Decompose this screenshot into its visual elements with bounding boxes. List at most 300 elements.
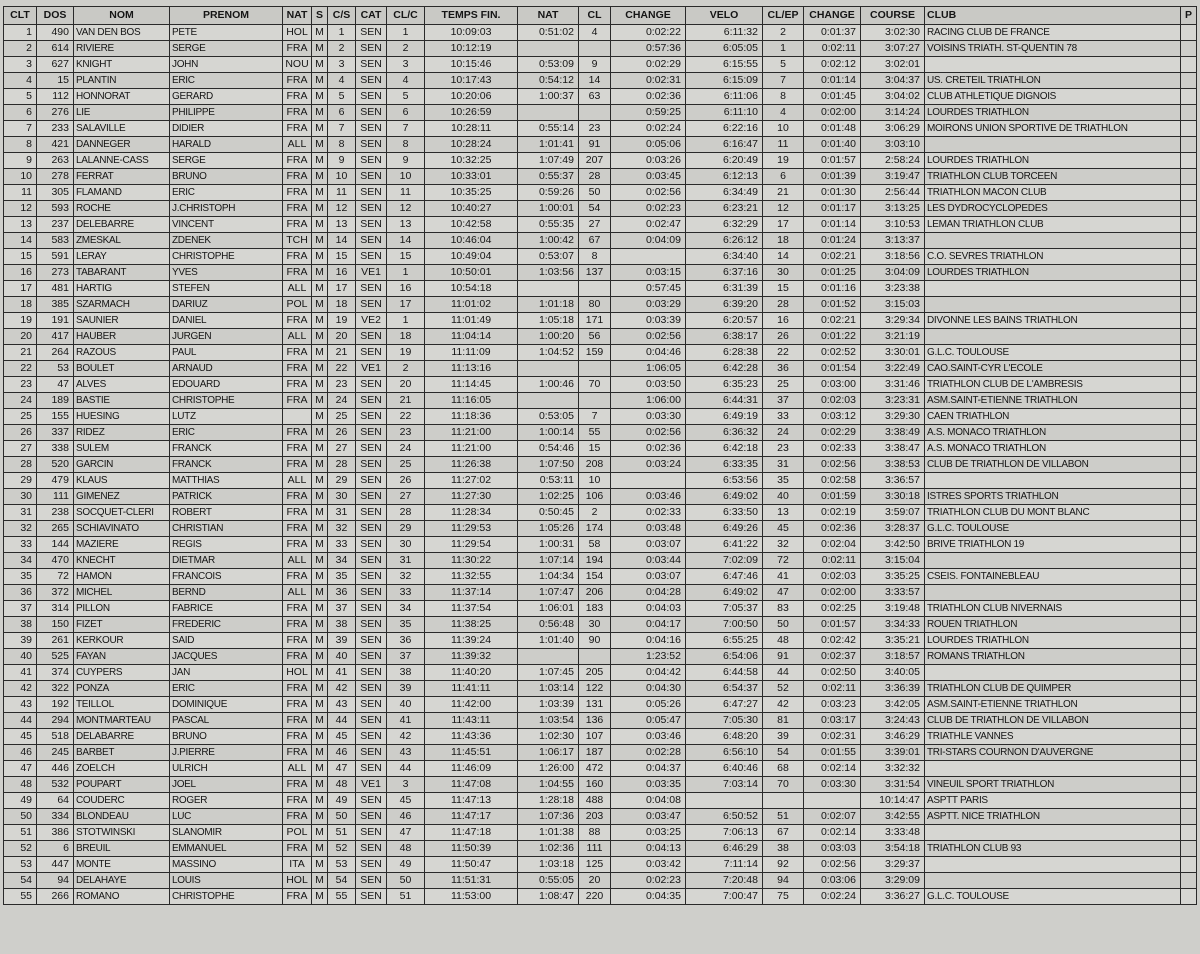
cell-dos: 53 (37, 361, 74, 377)
cell-clc: 35 (387, 617, 425, 633)
cell-cat: SEN (356, 377, 387, 393)
cell-change2: 0:01:54 (804, 361, 861, 377)
cell-change2: 0:01:59 (804, 489, 861, 505)
cell-nat: FRA (283, 745, 312, 761)
cell-cs: 48 (328, 777, 356, 793)
cell-nat-time: 1:00:42 (518, 233, 579, 249)
cell-nat-time: 1:00:46 (518, 377, 579, 393)
header-course: COURSE (861, 7, 925, 25)
cell-velo: 6:31:39 (686, 281, 763, 297)
cell-velo: 6:35:23 (686, 377, 763, 393)
cell-sexe: M (312, 409, 328, 425)
cell-cat: SEN (356, 41, 387, 57)
cell-velo: 6:55:25 (686, 633, 763, 649)
cell-clep: 6 (763, 169, 804, 185)
cell-dos: 386 (37, 825, 74, 841)
cell-clc: 24 (387, 441, 425, 457)
cell-prenom: ERIC (170, 425, 283, 441)
cell-clc: 2 (387, 361, 425, 377)
cell-dos: 490 (37, 25, 74, 41)
cell-change2: 0:01:30 (804, 185, 861, 201)
cell-cl: 20 (579, 873, 611, 889)
cell-club: ASM.SAINT-ETIENNE TRIATHLON (925, 697, 1181, 713)
cell-clc: 13 (387, 217, 425, 233)
cell-temps-fin: 11:29:53 (425, 521, 518, 537)
cell-clt: 7 (4, 121, 37, 137)
cell-nat: FRA (283, 377, 312, 393)
cell-cl: 122 (579, 681, 611, 697)
cell-cs: 27 (328, 441, 356, 457)
cell-nat-time: 1:28:18 (518, 793, 579, 809)
cell-velo: 6:38:17 (686, 329, 763, 345)
cell-clep: 13 (763, 505, 804, 521)
cell-clep: 41 (763, 569, 804, 585)
cell-change2: 0:02:36 (804, 521, 861, 537)
cell-clt: 43 (4, 697, 37, 713)
cell-course: 3:46:29 (861, 729, 925, 745)
cell-nat: ALL (283, 137, 312, 153)
table-row (4, 633, 1197, 649)
cell-velo: 6:33:50 (686, 505, 763, 521)
cell-clep: 68 (763, 761, 804, 777)
cell-change1: 0:04:46 (611, 345, 686, 361)
cell-nom: HUESING (74, 409, 170, 425)
cell-sexe: M (312, 777, 328, 793)
cell-temps-fin: 11:53:00 (425, 889, 518, 905)
cell-clc: 14 (387, 233, 425, 249)
cell-cs: 33 (328, 537, 356, 553)
cell-clc: 48 (387, 841, 425, 857)
cell-club (925, 297, 1181, 313)
cell-prenom: LUC (170, 809, 283, 825)
cell-cs: 31 (328, 505, 356, 521)
table-row (4, 729, 1197, 745)
cell-cl: 23 (579, 121, 611, 137)
cell-dos: 278 (37, 169, 74, 185)
cell-sexe: M (312, 41, 328, 57)
cell-clc: 36 (387, 633, 425, 649)
cell-club: VINEUIL SPORT TRIATHLON (925, 777, 1181, 793)
cell-cat: SEN (356, 89, 387, 105)
cell-cl: 106 (579, 489, 611, 505)
cell-nat-time: 1:08:47 (518, 889, 579, 905)
table-row (4, 745, 1197, 761)
cell-club: A.S. MONACO TRIATHLON (925, 441, 1181, 457)
cell-clep: 2 (763, 25, 804, 41)
cell-clc: 43 (387, 745, 425, 761)
cell-nom: POUPART (74, 777, 170, 793)
cell-nat-time: 1:01:38 (518, 825, 579, 841)
cell-change2: 0:01:57 (804, 153, 861, 169)
cell-nom: DANNEGER (74, 137, 170, 153)
cell-change1: 0:57:36 (611, 41, 686, 57)
table-row (4, 617, 1197, 633)
table-row (4, 105, 1197, 121)
cell-p (1181, 457, 1197, 473)
cell-nat (283, 409, 312, 425)
cell-clt: 34 (4, 553, 37, 569)
cell-change2: 0:02:50 (804, 665, 861, 681)
cell-velo: 6:44:31 (686, 393, 763, 409)
cell-prenom: ULRICH (170, 761, 283, 777)
cell-clep: 91 (763, 649, 804, 665)
cell-clc: 44 (387, 761, 425, 777)
cell-prenom: JACQUES (170, 649, 283, 665)
cell-clep: 36 (763, 361, 804, 377)
cell-cs: 43 (328, 697, 356, 713)
cell-temps-fin: 11:27:02 (425, 473, 518, 489)
table-row (4, 713, 1197, 729)
cell-clt: 13 (4, 217, 37, 233)
table-row (4, 329, 1197, 345)
cell-nat: FRA (283, 425, 312, 441)
cell-prenom: DARIUZ (170, 297, 283, 313)
cell-course: 3:21:19 (861, 329, 925, 345)
cell-velo: 6:28:38 (686, 345, 763, 361)
cell-cat: SEN (356, 649, 387, 665)
cell-prenom: DIETMAR (170, 553, 283, 569)
table-row (4, 489, 1197, 505)
cell-velo: 6:47:46 (686, 569, 763, 585)
cell-dos: 191 (37, 313, 74, 329)
cell-clc: 47 (387, 825, 425, 841)
cell-dos: 150 (37, 617, 74, 633)
cell-temps-fin: 11:38:25 (425, 617, 518, 633)
cell-nom: KNIGHT (74, 57, 170, 73)
cell-cs: 1 (328, 25, 356, 41)
cell-change1: 0:02:36 (611, 89, 686, 105)
cell-prenom: MATTHIAS (170, 473, 283, 489)
cell-club: TRIATHLE VANNES (925, 729, 1181, 745)
cell-cl: 203 (579, 809, 611, 825)
table-header (4, 7, 1197, 25)
cell-clt: 30 (4, 489, 37, 505)
cell-change2: 0:02:03 (804, 393, 861, 409)
cell-p (1181, 329, 1197, 345)
cell-club: CAEN TRIATHLON (925, 409, 1181, 425)
header-prenom: PRENOM (170, 7, 283, 25)
cell-p (1181, 697, 1197, 713)
cell-nom: RIDEZ (74, 425, 170, 441)
cell-p (1181, 745, 1197, 761)
cell-clc: 18 (387, 329, 425, 345)
cell-prenom: CHRISTOPHE (170, 393, 283, 409)
cell-change1: 0:02:31 (611, 73, 686, 89)
cell-nat: FRA (283, 537, 312, 553)
cell-cs: 24 (328, 393, 356, 409)
cell-prenom: ROGER (170, 793, 283, 809)
cell-velo: 6:05:05 (686, 41, 763, 57)
cell-temps-fin: 10:09:03 (425, 25, 518, 41)
cell-temps-fin: 11:21:00 (425, 441, 518, 457)
cell-nat-time: 1:04:52 (518, 345, 579, 361)
cell-velo: 6:56:10 (686, 745, 763, 761)
cell-prenom: DIDIER (170, 121, 283, 137)
cell-nat: FRA (283, 793, 312, 809)
table-row (4, 569, 1197, 585)
cell-temps-fin: 10:28:11 (425, 121, 518, 137)
cell-temps-fin: 11:43:36 (425, 729, 518, 745)
cell-cs: 19 (328, 313, 356, 329)
cell-temps-fin: 10:32:25 (425, 153, 518, 169)
cell-prenom: SAID (170, 633, 283, 649)
cell-cl: 205 (579, 665, 611, 681)
cell-velo: 6:34:40 (686, 249, 763, 265)
cell-change1: 0:02:22 (611, 25, 686, 41)
cell-cat: SEN (356, 137, 387, 153)
cell-nat-time (518, 41, 579, 57)
cell-sexe: M (312, 121, 328, 137)
cell-clep: 15 (763, 281, 804, 297)
cell-cat: VE1 (356, 777, 387, 793)
cell-prenom: JURGEN (170, 329, 283, 345)
cell-nat: FRA (283, 889, 312, 905)
cell-clep: 32 (763, 537, 804, 553)
cell-p (1181, 409, 1197, 425)
cell-velo: 6:42:28 (686, 361, 763, 377)
cell-temps-fin: 11:01:49 (425, 313, 518, 329)
cell-clc: 42 (387, 729, 425, 745)
cell-prenom: PASCAL (170, 713, 283, 729)
cell-course: 3:23:38 (861, 281, 925, 297)
cell-sexe: M (312, 553, 328, 569)
cell-cs: 15 (328, 249, 356, 265)
cell-temps-fin: 11:32:55 (425, 569, 518, 585)
cell-clep: 48 (763, 633, 804, 649)
cell-course: 2:58:24 (861, 153, 925, 169)
cell-sexe: M (312, 201, 328, 217)
cell-velo: 6:22:16 (686, 121, 763, 137)
cell-club: LOURDES TRIATHLON (925, 633, 1181, 649)
cell-change1: 0:03:07 (611, 569, 686, 585)
cell-change2: 0:01:55 (804, 745, 861, 761)
cell-nat-time: 0:50:45 (518, 505, 579, 521)
cell-prenom: LOUIS (170, 873, 283, 889)
cell-clep: 67 (763, 825, 804, 841)
cell-clt: 22 (4, 361, 37, 377)
cell-nom: BARBET (74, 745, 170, 761)
cell-course: 3:07:27 (861, 41, 925, 57)
cell-clc: 11 (387, 185, 425, 201)
cell-cl: 4 (579, 25, 611, 41)
cell-sexe: M (312, 585, 328, 601)
cell-prenom: J.CHRISTOPH (170, 201, 283, 217)
cell-dos: 112 (37, 89, 74, 105)
cell-p (1181, 713, 1197, 729)
cell-nat: FRA (283, 73, 312, 89)
cell-prenom: SERGE (170, 41, 283, 57)
cell-course: 3:02:01 (861, 57, 925, 73)
cell-clep: 38 (763, 841, 804, 857)
cell-clt: 53 (4, 857, 37, 873)
cell-sexe: M (312, 137, 328, 153)
cell-cat: SEN (356, 761, 387, 777)
cell-cs: 7 (328, 121, 356, 137)
cell-velo: 6:20:49 (686, 153, 763, 169)
cell-p (1181, 841, 1197, 857)
cell-cat: SEN (356, 521, 387, 537)
cell-course: 3:23:31 (861, 393, 925, 409)
cell-change2: 0:01:14 (804, 73, 861, 89)
cell-nat-time: 1:01:41 (518, 137, 579, 153)
cell-velo: 6:12:13 (686, 169, 763, 185)
cell-nat: FRA (283, 345, 312, 361)
cell-nat: FRA (283, 713, 312, 729)
cell-dos: 64 (37, 793, 74, 809)
cell-dos: 294 (37, 713, 74, 729)
cell-p (1181, 617, 1197, 633)
cell-cs: 32 (328, 521, 356, 537)
cell-temps-fin: 10:12:19 (425, 41, 518, 57)
header-sexe: S (312, 7, 328, 25)
cell-nom: BLONDEAU (74, 809, 170, 825)
cell-dos: 233 (37, 121, 74, 137)
cell-p (1181, 809, 1197, 825)
cell-cs: 45 (328, 729, 356, 745)
cell-change1: 0:03:26 (611, 153, 686, 169)
cell-nat: FRA (283, 569, 312, 585)
cell-temps-fin: 11:43:11 (425, 713, 518, 729)
cell-clc: 3 (387, 57, 425, 73)
cell-clt: 26 (4, 425, 37, 441)
cell-temps-fin: 11:50:39 (425, 841, 518, 857)
cell-club: TRIATHLON CLUB TORCEEN (925, 169, 1181, 185)
cell-nat: FRA (283, 201, 312, 217)
cell-change2: 0:02:56 (804, 457, 861, 473)
cell-dos: 314 (37, 601, 74, 617)
cell-cs: 23 (328, 377, 356, 393)
cell-nom: PLANTIN (74, 73, 170, 89)
cell-club: VOISINS TRIATH. ST-QUENTIN 78 (925, 41, 1181, 57)
cell-change1: 0:04:09 (611, 233, 686, 249)
cell-course: 3:03:10 (861, 137, 925, 153)
cell-clep: 4 (763, 105, 804, 121)
cell-club: LEMAN TRIATHLON CLUB (925, 217, 1181, 233)
table-row (4, 585, 1197, 601)
cell-sexe: M (312, 313, 328, 329)
cell-nat: FRA (283, 809, 312, 825)
cell-clt: 27 (4, 441, 37, 457)
cell-clc: 2 (387, 41, 425, 57)
cell-course: 3:34:33 (861, 617, 925, 633)
cell-cat: SEN (356, 393, 387, 409)
cell-nat-time: 1:03:14 (518, 681, 579, 697)
header-nom: NOM (74, 7, 170, 25)
cell-clep: 16 (763, 313, 804, 329)
cell-clep: 7 (763, 73, 804, 89)
cell-clc: 17 (387, 297, 425, 313)
cell-cat: SEN (356, 569, 387, 585)
cell-clt: 40 (4, 649, 37, 665)
cell-temps-fin: 11:40:20 (425, 665, 518, 681)
cell-dos: 237 (37, 217, 74, 233)
cell-dos: 263 (37, 153, 74, 169)
cell-club (925, 553, 1181, 569)
cell-cs: 18 (328, 297, 356, 313)
cell-change1: 0:04:42 (611, 665, 686, 681)
cell-sexe: M (312, 489, 328, 505)
cell-clep: 44 (763, 665, 804, 681)
cell-p (1181, 649, 1197, 665)
cell-course: 3:38:53 (861, 457, 925, 473)
cell-nom: HONNORAT (74, 89, 170, 105)
cell-cat: VE2 (356, 313, 387, 329)
header-change2: CHANGE (804, 7, 861, 25)
cell-dos: 591 (37, 249, 74, 265)
cell-nat-time: 1:26:00 (518, 761, 579, 777)
cell-change2: 0:01:22 (804, 329, 861, 345)
cell-nat: FRA (283, 777, 312, 793)
cell-change2: 0:02:29 (804, 425, 861, 441)
cell-nom: COUDERC (74, 793, 170, 809)
cell-change1: 0:03:48 (611, 521, 686, 537)
cell-club (925, 281, 1181, 297)
cell-p (1181, 473, 1197, 489)
cell-nom: GIMENEZ (74, 489, 170, 505)
cell-velo: 7:03:14 (686, 777, 763, 793)
cell-cat: SEN (356, 249, 387, 265)
cell-clc: 28 (387, 505, 425, 521)
cell-nom: DELABARRE (74, 729, 170, 745)
cell-change2: 0:02:14 (804, 761, 861, 777)
table-row (4, 889, 1197, 905)
cell-nat: FRA (283, 393, 312, 409)
cell-clep: 19 (763, 153, 804, 169)
cell-nom: PONZA (74, 681, 170, 697)
cell-change1: 0:03:42 (611, 857, 686, 873)
cell-change1: 0:04:03 (611, 601, 686, 617)
cell-change1: 0:59:25 (611, 105, 686, 121)
cell-nom: FIZET (74, 617, 170, 633)
header-dos: DOS (37, 7, 74, 25)
cell-velo: 6:23:21 (686, 201, 763, 217)
cell-clep: 54 (763, 745, 804, 761)
cell-cs: 12 (328, 201, 356, 217)
cell-prenom: FRANCK (170, 441, 283, 457)
cell-clc: 21 (387, 393, 425, 409)
cell-clc: 41 (387, 713, 425, 729)
cell-change1: 0:57:45 (611, 281, 686, 297)
cell-change1: 0:04:37 (611, 761, 686, 777)
cell-cl: 56 (579, 329, 611, 345)
cell-velo (686, 793, 763, 809)
cell-nat-time: 0:55:14 (518, 121, 579, 137)
cell-cat: SEN (356, 489, 387, 505)
cell-nom: MONTMARTEAU (74, 713, 170, 729)
cell-nat-time: 1:02:25 (518, 489, 579, 505)
cell-clep: 14 (763, 249, 804, 265)
cell-clt: 5 (4, 89, 37, 105)
cell-cat: VE1 (356, 361, 387, 377)
cell-cat: SEN (356, 537, 387, 553)
cell-change1: 0:04:13 (611, 841, 686, 857)
table-row (4, 25, 1197, 41)
cell-nom: FERRAT (74, 169, 170, 185)
cell-course: 2:56:44 (861, 185, 925, 201)
cell-p (1181, 89, 1197, 105)
cell-cl (579, 105, 611, 121)
cell-club: TRIATHLON CLUB NIVERNAIS (925, 601, 1181, 617)
cell-dos: 15 (37, 73, 74, 89)
cell-dos: 470 (37, 553, 74, 569)
cell-prenom: JAN (170, 665, 283, 681)
cell-cs: 5 (328, 89, 356, 105)
cell-nat-time: 0:53:07 (518, 249, 579, 265)
cell-temps-fin: 10:20:06 (425, 89, 518, 105)
cell-clc: 12 (387, 201, 425, 217)
cell-nom: BREUIL (74, 841, 170, 857)
cell-clt: 18 (4, 297, 37, 313)
